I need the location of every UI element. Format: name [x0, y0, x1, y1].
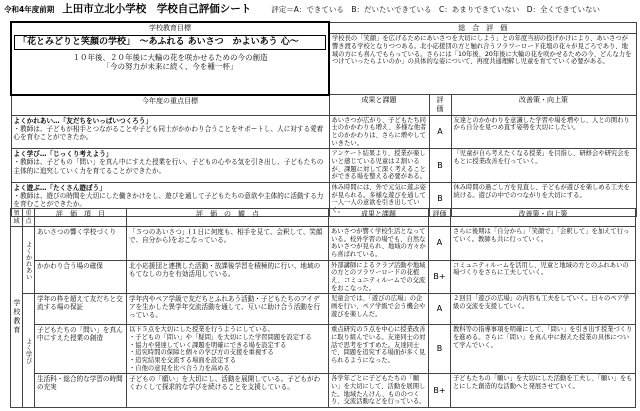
focus-header: 今年度の重点目標 — [11, 95, 329, 116]
focus-improve: 休み時間の過ごし方を見直し、子どもが遊びを楽しめる工夫を続ける。遊びの中でのつながりを大切にする。 — [451, 183, 636, 217]
grade-header: 評 価 — [429, 95, 451, 116]
improve-cell: さらに後期は「自分から」「笑顔で」「会釈して」を加えて行っていく。教師も共に行っていく。 — [451, 227, 636, 261]
focus-desc: ・教師は、子どもの「問い」を真ん中にすえた授業を行い、子どもの心やる気を引き出し、子どもたちの主体的に追究していく力を育てることができたか。 — [13, 158, 324, 175]
col-domain: 領域 — [11, 209, 23, 227]
col-improve: 改善策・向上策 — [451, 209, 636, 227]
group-focus: よくかれあい — [23, 227, 35, 294]
top-table — [10, 21, 637, 217]
item-cell: 学年の枠を超えて友だちと交流する場の保証 — [35, 294, 127, 325]
result-cell: 外部講師によるクラブ活動や地域の方とのフラワーロードの花植え、コミュニティルームでの交流をおこなった。 — [329, 260, 429, 294]
improve-cell: コミュニティルームを活用し、児童と地域の方とのふれあいの場づくりをさらに工夫していく。 — [451, 260, 636, 294]
view-cell: 「５つのあいさつ」(１日に何度も、相手を見て、会釈して、笑顔で、自分から)をおこなっている。 — [127, 227, 329, 261]
table-row — [11, 260, 636, 294]
grade-cell: B+ — [429, 260, 451, 294]
grade-cell: B+ — [429, 374, 451, 408]
col-grade: 評価 — [429, 209, 451, 227]
table-row — [11, 374, 636, 408]
col-result: 成果と課題 — [329, 209, 429, 227]
goal-sub1: １０年後、２０年後に大輪の花を咲かせるための今の創造 — [72, 53, 268, 62]
focus-title: よく遊ぶ…「たくさん遊ぼう」 — [13, 184, 106, 193]
focus-improve: 「児童が自ら考えたくなる授業」を目指し、研修会や研究会をもとに授業改善を行っていく。 — [451, 149, 636, 183]
improve-cell: 子どもたちの「願い」を大切にした活動を工夫し、「願い」をもとにした創造的な活動へと発展させていく。 — [451, 374, 636, 408]
sheet-header — [4, 3, 636, 19]
focus-row — [11, 149, 636, 183]
goal-main: 「花とみどりと笑顔の学校」 ～あふれる あいさつ かよいあう 心～ — [14, 35, 326, 50]
focus-grade: A — [429, 115, 451, 149]
view-cell: 子どもの「願い」を大切にし、活動を展開している。子どもがわくわくして探求的な学びを続けることを支援している。 — [127, 374, 329, 408]
view-cell: 北小応援団と連携した活動・放課後学習を積極的に行い、地域のもてなしの力を有効活用している。 — [127, 260, 329, 294]
overall-header: 総 合 評 価 — [329, 22, 636, 34]
focus-grade: B — [429, 183, 451, 217]
result-header: 成果と課題 — [329, 95, 429, 116]
sheet-title: 上田市立北小学校 学校自己評価シート — [62, 3, 252, 15]
grade-cell: A — [429, 227, 451, 261]
table-row — [11, 227, 636, 261]
focus-grade: B — [429, 149, 451, 183]
col-focus: 重点 — [23, 209, 35, 227]
item-cell: あいさつの響く学校づくり — [35, 227, 127, 261]
focus-improve: 友達とのかかわりを意識した学習や場を増やし、人との関わりから自分を見つめ直す姿勢を大切にしたい。 — [451, 115, 636, 149]
grade-cell: B — [429, 325, 451, 374]
improve-header: 改善策・向上策 — [451, 95, 636, 116]
result-cell: 重点研究の５点を中心に授業改善に取り組んでいる。友達同士の対話で思考をすすめた。友達同士で、問題を追究する場面が多く見られるようになった。 — [329, 325, 429, 374]
improve-cell: ２回目「遊びの広場」の内容も工夫をしていく。日々のペア学級の交流を支援していく。 — [451, 294, 636, 325]
focus-title: よくかれあい…「友だちをいっぱいつくろう」 — [13, 116, 152, 125]
col-item: 評 価 項 目 — [35, 209, 127, 227]
focus-result: 休み時間には、外で元気に遊ぶ姿が見られる。多様な遊びを通して一人一人の意欲を引き出していく。 — [329, 183, 429, 217]
group-focus: よく学び — [23, 294, 35, 408]
overall-text: 学校長の「笑顔」を広げるためにあいさつを大切にしよう」との年度当初の投げかけにより、あいさつが響き渡る学校となりつつある。北小応援団の方と触れ合うフラワーロード花壇の花々が見ごろであり、地域の方にも喜んでもらっている。さらには「10年後、20年後に大輪の花を咲かせるための今、どんな力をつけていったらよいのか」の具体的な姿について、再度共通理解し児童を育てていく必要がある。 — [329, 34, 636, 95]
result-cell: 各学年ごとに子どもたちの「願い」を大切にして、活動を展開した。地域たんけん、もののつくり、交流活動などを行っている。 — [329, 374, 429, 408]
view-cell: 学年内やペア学級で友だちとふれあう活動・子どもたちのアイデアを生かした異学年交流活動を通して、互いに助け合う活動を行っている。 — [127, 294, 329, 325]
improve-cell: 教科等の指導事項を明確にして、「問い」を引き出す授業づくりを進める。さらに「問い」を真ん中に据えた授業の具体について学んでいく。 — [451, 325, 636, 374]
focus-result: あいさつが広がり、子どもたち同士のかかわりも増え、多様な他者とのかかわりは、さらに増やしていきたい。 — [329, 115, 429, 149]
col-view: 評 価 の 観 点 — [127, 209, 329, 227]
view-cell: 以下５点を大切にした授業を行うようにしている。 ・子どもの「問い」や「疑問」を大切にした学習問題を設定する ・協力や発達していく課題を明確にできる場を設定する ・追究時間の保障と個々の学び方の支援を重視する ・追究結果を交流する場面を設定する ・自他の意見を比べ合う力を高める — [127, 325, 329, 374]
focus-cell — [11, 115, 329, 149]
goal-sub2: 「今の努力が未来に続く、今を種一杯」 — [102, 62, 238, 72]
detail-table — [10, 208, 636, 408]
item-cell: 子どもたちの「問い」を真ん中にすえた授業の創造 — [35, 325, 127, 374]
item-cell: かかわり合う場の確保 — [35, 260, 127, 294]
focus-row — [11, 115, 636, 149]
focus-title: よく学び…「じっくり考えよう」 — [13, 150, 113, 159]
focus-desc: ・教師は、遊びの時間を大切にした働きかけをし、遊びを通して子どもたちの意欲や主体的に活動する力を育むことができたか。 — [13, 192, 324, 209]
term-label: 令和4年度前期 — [4, 5, 55, 14]
goal-box — [11, 34, 329, 95]
domain-label: 学校教育 — [11, 227, 23, 408]
table-row — [11, 294, 636, 325]
focus-result: アンケート結果より、授業が楽しいと感じている児童は２割いるが、課題に対して深く考えることができる場を整える必要がある。 — [329, 149, 429, 183]
focus-cell — [11, 149, 329, 183]
grade-legend: 評定＝A：できている B：だいたいできている C：あまりできていない D：全くできていない — [271, 5, 601, 14]
goal-header: 学校教育目標 — [11, 22, 329, 34]
item-cell: 生活科・総合的な学習の時間の充実 — [35, 374, 127, 408]
table-row — [11, 325, 636, 374]
result-cell: あいさつが響く学校生活となっている。校外学習の場でも、自然なあいさつが見られ、地域の方々から喜ばれている。 — [329, 227, 429, 261]
focus-desc: ・教師は、子どもが相手とつながることや子ども同士がかかわり合うことをサポートし、人に対する愛着心を育むことができたか。 — [13, 124, 324, 141]
grade-cell: A — [429, 294, 451, 325]
result-cell: 児童会では、「遊びの広場」の企画を行い、ペア学級で会う機会や遊びを楽しんだ。 — [329, 294, 429, 325]
